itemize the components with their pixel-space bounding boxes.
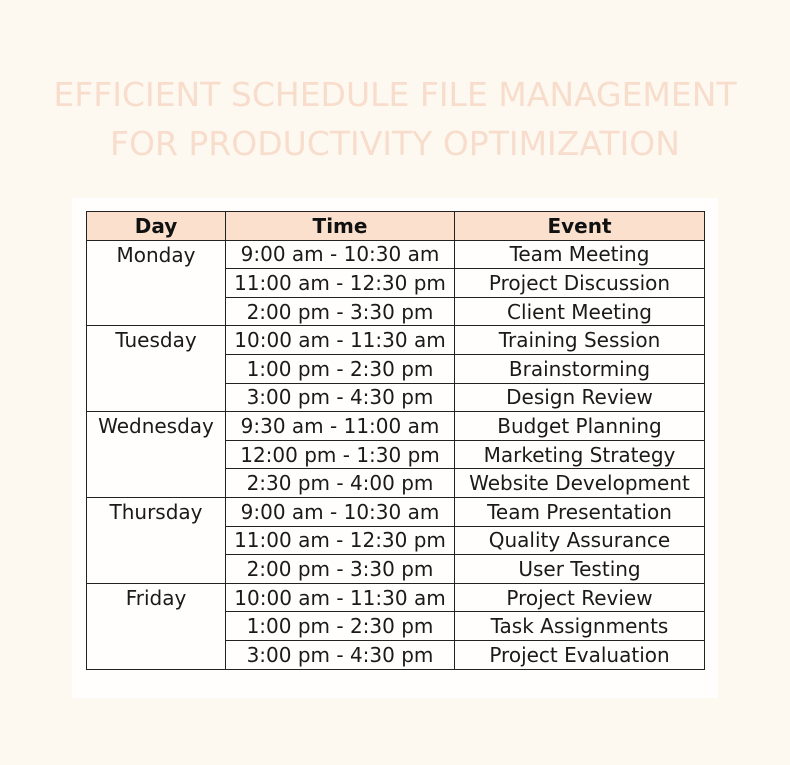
table-row bbox=[87, 269, 705, 298]
cell-event: Project Review bbox=[455, 583, 705, 612]
header-time: Time bbox=[226, 212, 455, 241]
schedule-table bbox=[86, 211, 705, 670]
cell-time: 2:00 pm - 3:30 pm bbox=[226, 297, 455, 326]
cell-time: 10:00 am - 11:30 am bbox=[226, 583, 455, 612]
cell-day: Tuesday bbox=[87, 326, 226, 355]
header-day: Day bbox=[87, 212, 226, 241]
cell-time: 9:00 am - 10:30 am bbox=[226, 240, 455, 269]
table-row bbox=[87, 240, 705, 269]
cell-time: 12:00 pm - 1:30 pm bbox=[226, 440, 455, 469]
table-row bbox=[87, 326, 705, 355]
cell-day: Thursday bbox=[87, 497, 226, 526]
cell-time: 3:00 pm - 4:30 pm bbox=[226, 383, 455, 412]
cell-event: Task Assignments bbox=[455, 612, 705, 641]
cell-event: Quality Assurance bbox=[455, 526, 705, 555]
page-title bbox=[0, 70, 790, 168]
cell-day bbox=[87, 526, 226, 555]
cell-time: 3:00 pm - 4:30 pm bbox=[226, 640, 455, 669]
cell-event: Brainstorming bbox=[455, 354, 705, 383]
cell-time: 11:00 am - 12:30 pm bbox=[226, 526, 455, 555]
cell-event: Team Meeting bbox=[455, 240, 705, 269]
cell-event: Project Evaluation bbox=[455, 640, 705, 669]
cell-time: 2:30 pm - 4:00 pm bbox=[226, 469, 455, 498]
cell-day bbox=[87, 354, 226, 383]
table-row bbox=[87, 354, 705, 383]
table-row bbox=[87, 497, 705, 526]
table-row bbox=[87, 412, 705, 441]
table-row bbox=[87, 612, 705, 641]
cell-event: User Testing bbox=[455, 555, 705, 584]
cell-event: Training Session bbox=[455, 326, 705, 355]
cell-day: Friday bbox=[87, 583, 226, 612]
cell-time: 2:00 pm - 3:30 pm bbox=[226, 555, 455, 584]
cell-time: 9:00 am - 10:30 am bbox=[226, 497, 455, 526]
cell-day bbox=[87, 440, 226, 469]
table-row bbox=[87, 469, 705, 498]
cell-event: Team Presentation bbox=[455, 497, 705, 526]
cell-event: Client Meeting bbox=[455, 297, 705, 326]
table-row bbox=[87, 440, 705, 469]
cell-day bbox=[87, 555, 226, 584]
cell-day: Wednesday bbox=[87, 412, 226, 441]
cell-day bbox=[87, 383, 226, 412]
cell-event: Marketing Strategy bbox=[455, 440, 705, 469]
cell-day: Monday bbox=[87, 240, 226, 269]
cell-day bbox=[87, 269, 226, 298]
cell-time: 10:00 am - 11:30 am bbox=[226, 326, 455, 355]
cell-time: 1:00 pm - 2:30 pm bbox=[226, 612, 455, 641]
cell-day bbox=[87, 640, 226, 669]
table-row bbox=[87, 555, 705, 584]
cell-time: 9:30 am - 11:00 am bbox=[226, 412, 455, 441]
cell-day bbox=[87, 469, 226, 498]
cell-day bbox=[87, 612, 226, 641]
table-row bbox=[87, 640, 705, 669]
table-header-row bbox=[87, 212, 705, 241]
cell-event: Website Development bbox=[455, 469, 705, 498]
table-body bbox=[87, 240, 705, 669]
cell-event: Budget Planning bbox=[455, 412, 705, 441]
table-row bbox=[87, 526, 705, 555]
cell-event: Design Review bbox=[455, 383, 705, 412]
cell-event: Project Discussion bbox=[455, 269, 705, 298]
table-row bbox=[87, 583, 705, 612]
table-row bbox=[87, 297, 705, 326]
table-row bbox=[87, 383, 705, 412]
cell-time: 1:00 pm - 2:30 pm bbox=[226, 354, 455, 383]
page-title-line-1: EFFICIENT SCHEDULE FILE MANAGEMENT bbox=[53, 75, 737, 114]
cell-day bbox=[87, 297, 226, 326]
cell-time: 11:00 am - 12:30 pm bbox=[226, 269, 455, 298]
header-event: Event bbox=[455, 212, 705, 241]
page-title-line-2: FOR PRODUCTIVITY OPTIMIZATION bbox=[110, 124, 680, 163]
